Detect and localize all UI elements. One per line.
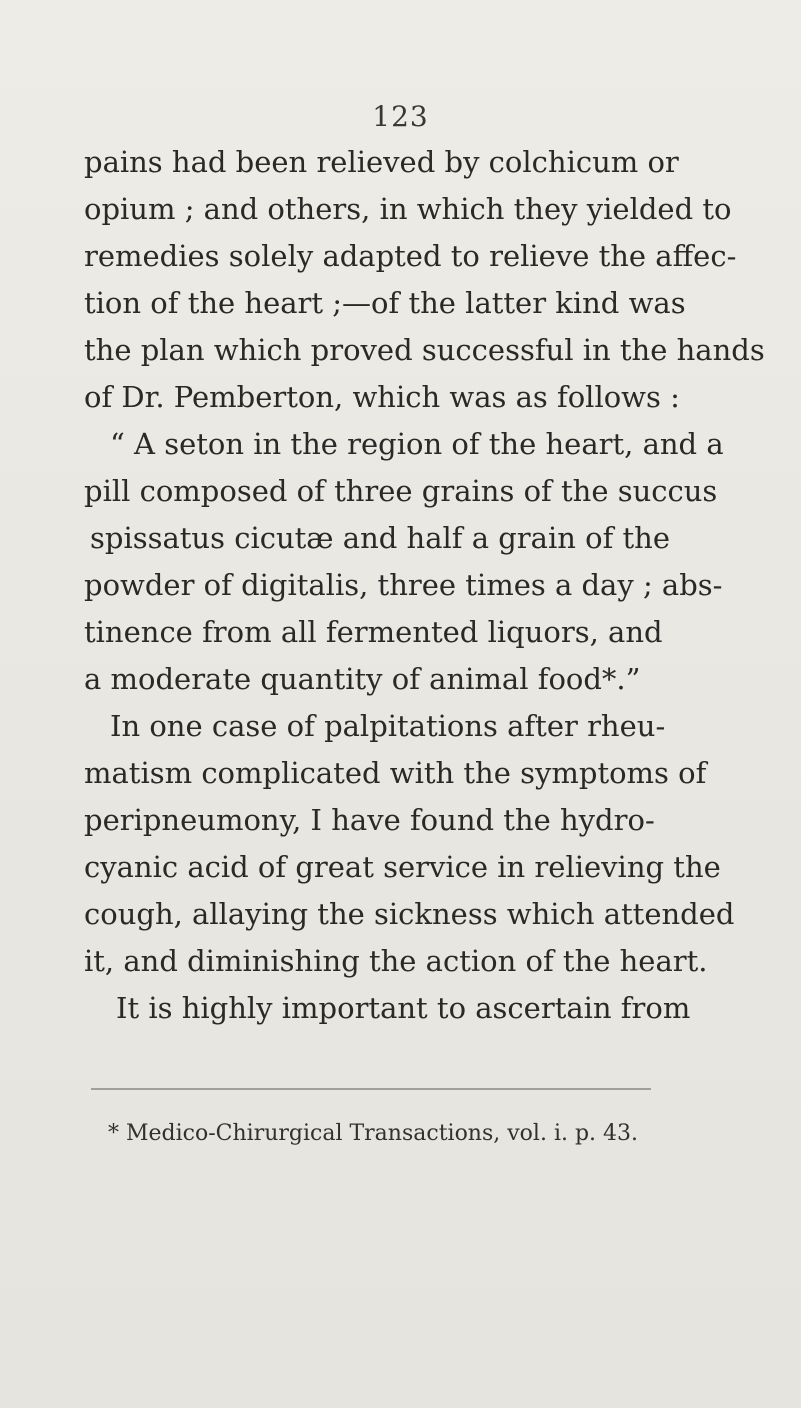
text-line: remedies solely adapted to relieve the affec- [84, 239, 737, 273]
text-line: cyanic acid of great service in relieving the [84, 850, 721, 884]
text-line: it, and diminishing the action of the heart. [84, 944, 708, 978]
text-line: In one case of palpitations after rheu- [110, 709, 666, 743]
text-line: tinence from all fermented liquors, and [84, 615, 663, 649]
text-line: It is highly important to ascertain from [116, 991, 691, 1025]
text-line: powder of digitalis, three times a day ; abs- [84, 568, 723, 602]
text-line: opium ; and others, in which they yielded to [84, 192, 732, 226]
text-line: spissatus cicutæ and half a grain of the [90, 521, 671, 555]
text-line: peripneumony, I have found the hydro- [84, 803, 655, 837]
text-line: pill composed of three grains of the succus [84, 474, 718, 508]
text-line: cough, allaying the sickness which attended [84, 897, 735, 931]
text-line: a moderate quantity of animal food*.” [84, 662, 641, 696]
footnote-separator [91, 1088, 651, 1090]
text-line: tion of the heart ;—of the latter kind was [84, 286, 686, 320]
text-line: “ A seton in the region of the heart, and a [110, 427, 724, 461]
text-line: the plan which proved successful in the hands [84, 333, 765, 367]
page-number: 123 [372, 100, 429, 133]
text-line: pains had been relieved by colchicum or [84, 145, 679, 179]
text-line: of Dr. Pemberton, which was as follows : [84, 380, 680, 414]
text-line: matism complicated with the symptoms of [84, 756, 707, 790]
footnote: * Medico-Chirurgical Transactions, vol. i. p. 43. [108, 1121, 639, 1146]
